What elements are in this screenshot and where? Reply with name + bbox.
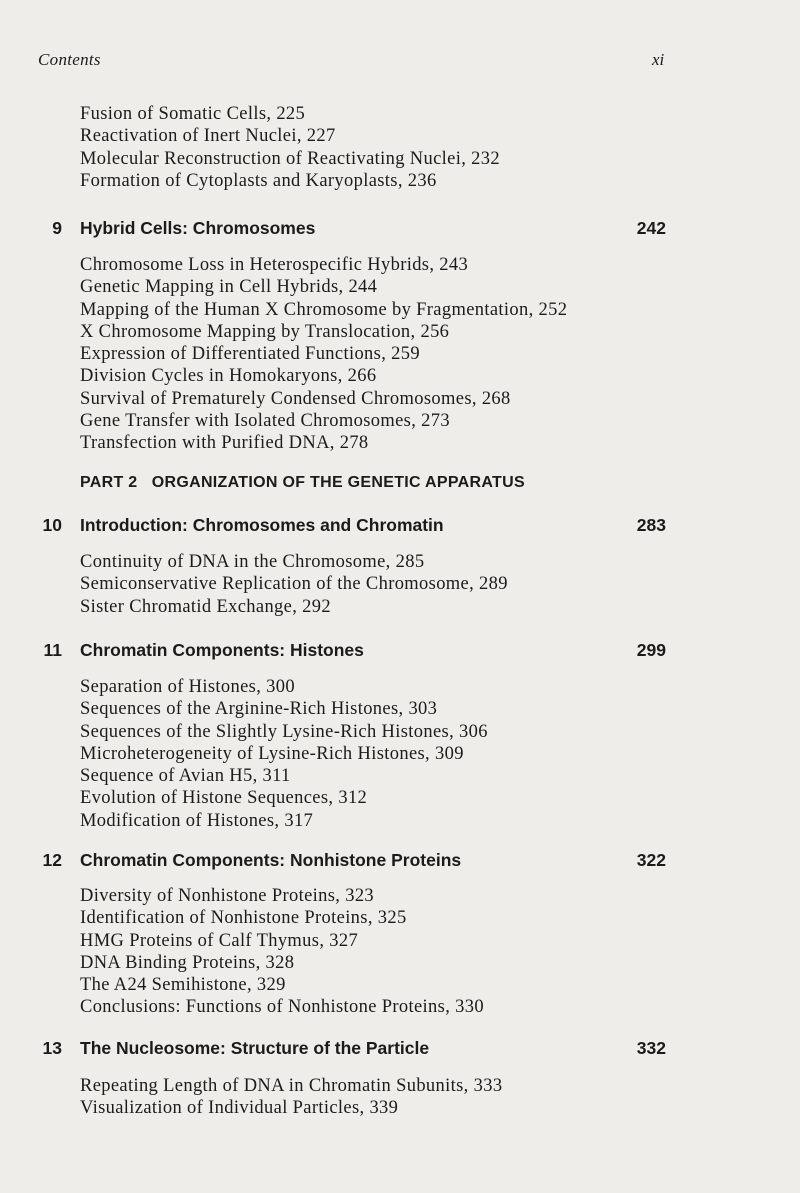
page-number: xi xyxy=(652,50,665,69)
chapter-heading-10 xyxy=(0,515,800,541)
chapter-title: Chromatin Components: Histones xyxy=(80,640,364,660)
chapter-page: 299 xyxy=(636,640,666,660)
toc-entry: Reactivation of Inert Nuclei, 227 xyxy=(80,126,336,147)
toc-entry: Sister Chromatid Exchange, 292 xyxy=(80,596,331,617)
chapter-heading-13 xyxy=(0,1038,800,1064)
toc-entry: Division Cycles in Homokaryons, 266 xyxy=(80,366,377,387)
chapter-9-entries xyxy=(80,254,567,455)
chapter-13-entries xyxy=(80,1075,502,1120)
toc-entry: Visualization of Individual Particles, 339 xyxy=(80,1098,399,1119)
chapter-title: The Nucleosome: Structure of the Particle xyxy=(80,1038,430,1058)
toc-entry: The A24 Semihistone, 329 xyxy=(80,975,286,996)
chapter-number: 9 xyxy=(52,218,62,238)
toc-entry: Gene Transfer with Isolated Chromosomes, 273 xyxy=(80,411,450,432)
toc-entry: Continuity of DNA in the Chromosome, 285 xyxy=(80,552,425,572)
toc-entry: Molecular Reconstruction of Reactivating Nuclei, 232 xyxy=(80,148,500,169)
toc-entry: Microheterogeneity of Lysine-Rich Histones, 309 xyxy=(80,743,464,764)
toc-entry: Evolution of Histone Sequences, 312 xyxy=(80,788,368,809)
chapter-page: 332 xyxy=(636,1038,666,1058)
toc-entry: Mapping of the Human X Chromosome by Fragmentation, 252 xyxy=(80,299,568,320)
toc-entry: Identification of Nonhistone Proteins, 325 xyxy=(80,908,407,929)
chapter-11-entries xyxy=(80,676,488,832)
chapter-number: 10 xyxy=(42,515,62,535)
toc-entry: Sequence of Avian H5, 311 xyxy=(80,766,291,787)
chapter-page: 242 xyxy=(636,218,666,238)
toc-entry: Semiconservative Replication of the Chromosome, 289 xyxy=(80,574,508,595)
toc-entry: Modification of Histones, 317 xyxy=(80,810,314,831)
intro-entries xyxy=(80,103,500,192)
chapter-number: 11 xyxy=(43,640,62,660)
toc-entry: Separation of Histones, 300 xyxy=(80,677,295,697)
toc-entry: Survival of Prematurely Condensed Chromosomes, 268 xyxy=(80,388,511,409)
chapter-page: 283 xyxy=(636,515,666,535)
toc-entry: Formation of Cytoplasts and Karyoplasts, 236 xyxy=(80,170,437,191)
chapter-heading-12 xyxy=(0,850,800,876)
chapter-heading-11 xyxy=(0,640,800,666)
part-heading: PART 2 ORGANIZATION OF THE GENETIC APPARATUS xyxy=(80,474,525,491)
running-head: Contents xyxy=(38,50,101,69)
toc-entry: Conclusions: Functions of Nonhistone Proteins, 330 xyxy=(80,997,484,1018)
toc-entry: Genetic Mapping in Cell Hybrids, 244 xyxy=(80,277,378,298)
chapter-title: Hybrid Cells: Chromosomes xyxy=(80,218,316,238)
chapter-title: Chromatin Components: Nonhistone Proteins xyxy=(80,850,462,870)
toc-entry: Fusion of Somatic Cells, 225 xyxy=(80,104,306,124)
chapter-number: 13 xyxy=(42,1038,62,1058)
toc-entry: HMG Proteins of Calf Thymus, 327 xyxy=(80,930,359,951)
toc-entry: Chromosome Loss in Heterospecific Hybrids, 243 xyxy=(80,255,469,275)
toc-entry: Expression of Differentiated Functions, 259 xyxy=(80,344,420,365)
chapter-10-entries xyxy=(80,551,508,618)
chapter-heading-9 xyxy=(0,218,800,244)
toc-entry: Repeating Length of DNA in Chromatin Subunits, 333 xyxy=(80,1076,503,1096)
toc-entry: Sequences of the Arginine-Rich Histones, 303 xyxy=(80,699,438,720)
toc-entry: Transfection with Purified DNA, 278 xyxy=(80,433,369,454)
chapter-title: Introduction: Chromosomes and Chromatin xyxy=(80,515,444,535)
toc-entry: DNA Binding Proteins, 328 xyxy=(80,952,295,973)
chapter-page: 322 xyxy=(636,850,666,870)
chapter-12-entries xyxy=(80,885,484,1019)
toc-entry: X Chromosome Mapping by Translocation, 256 xyxy=(80,321,450,342)
chapter-number: 12 xyxy=(42,850,62,870)
toc-entry: Sequences of the Slightly Lysine-Rich Histones, 306 xyxy=(80,721,488,742)
toc-entry: Diversity of Nonhistone Proteins, 323 xyxy=(80,886,375,906)
